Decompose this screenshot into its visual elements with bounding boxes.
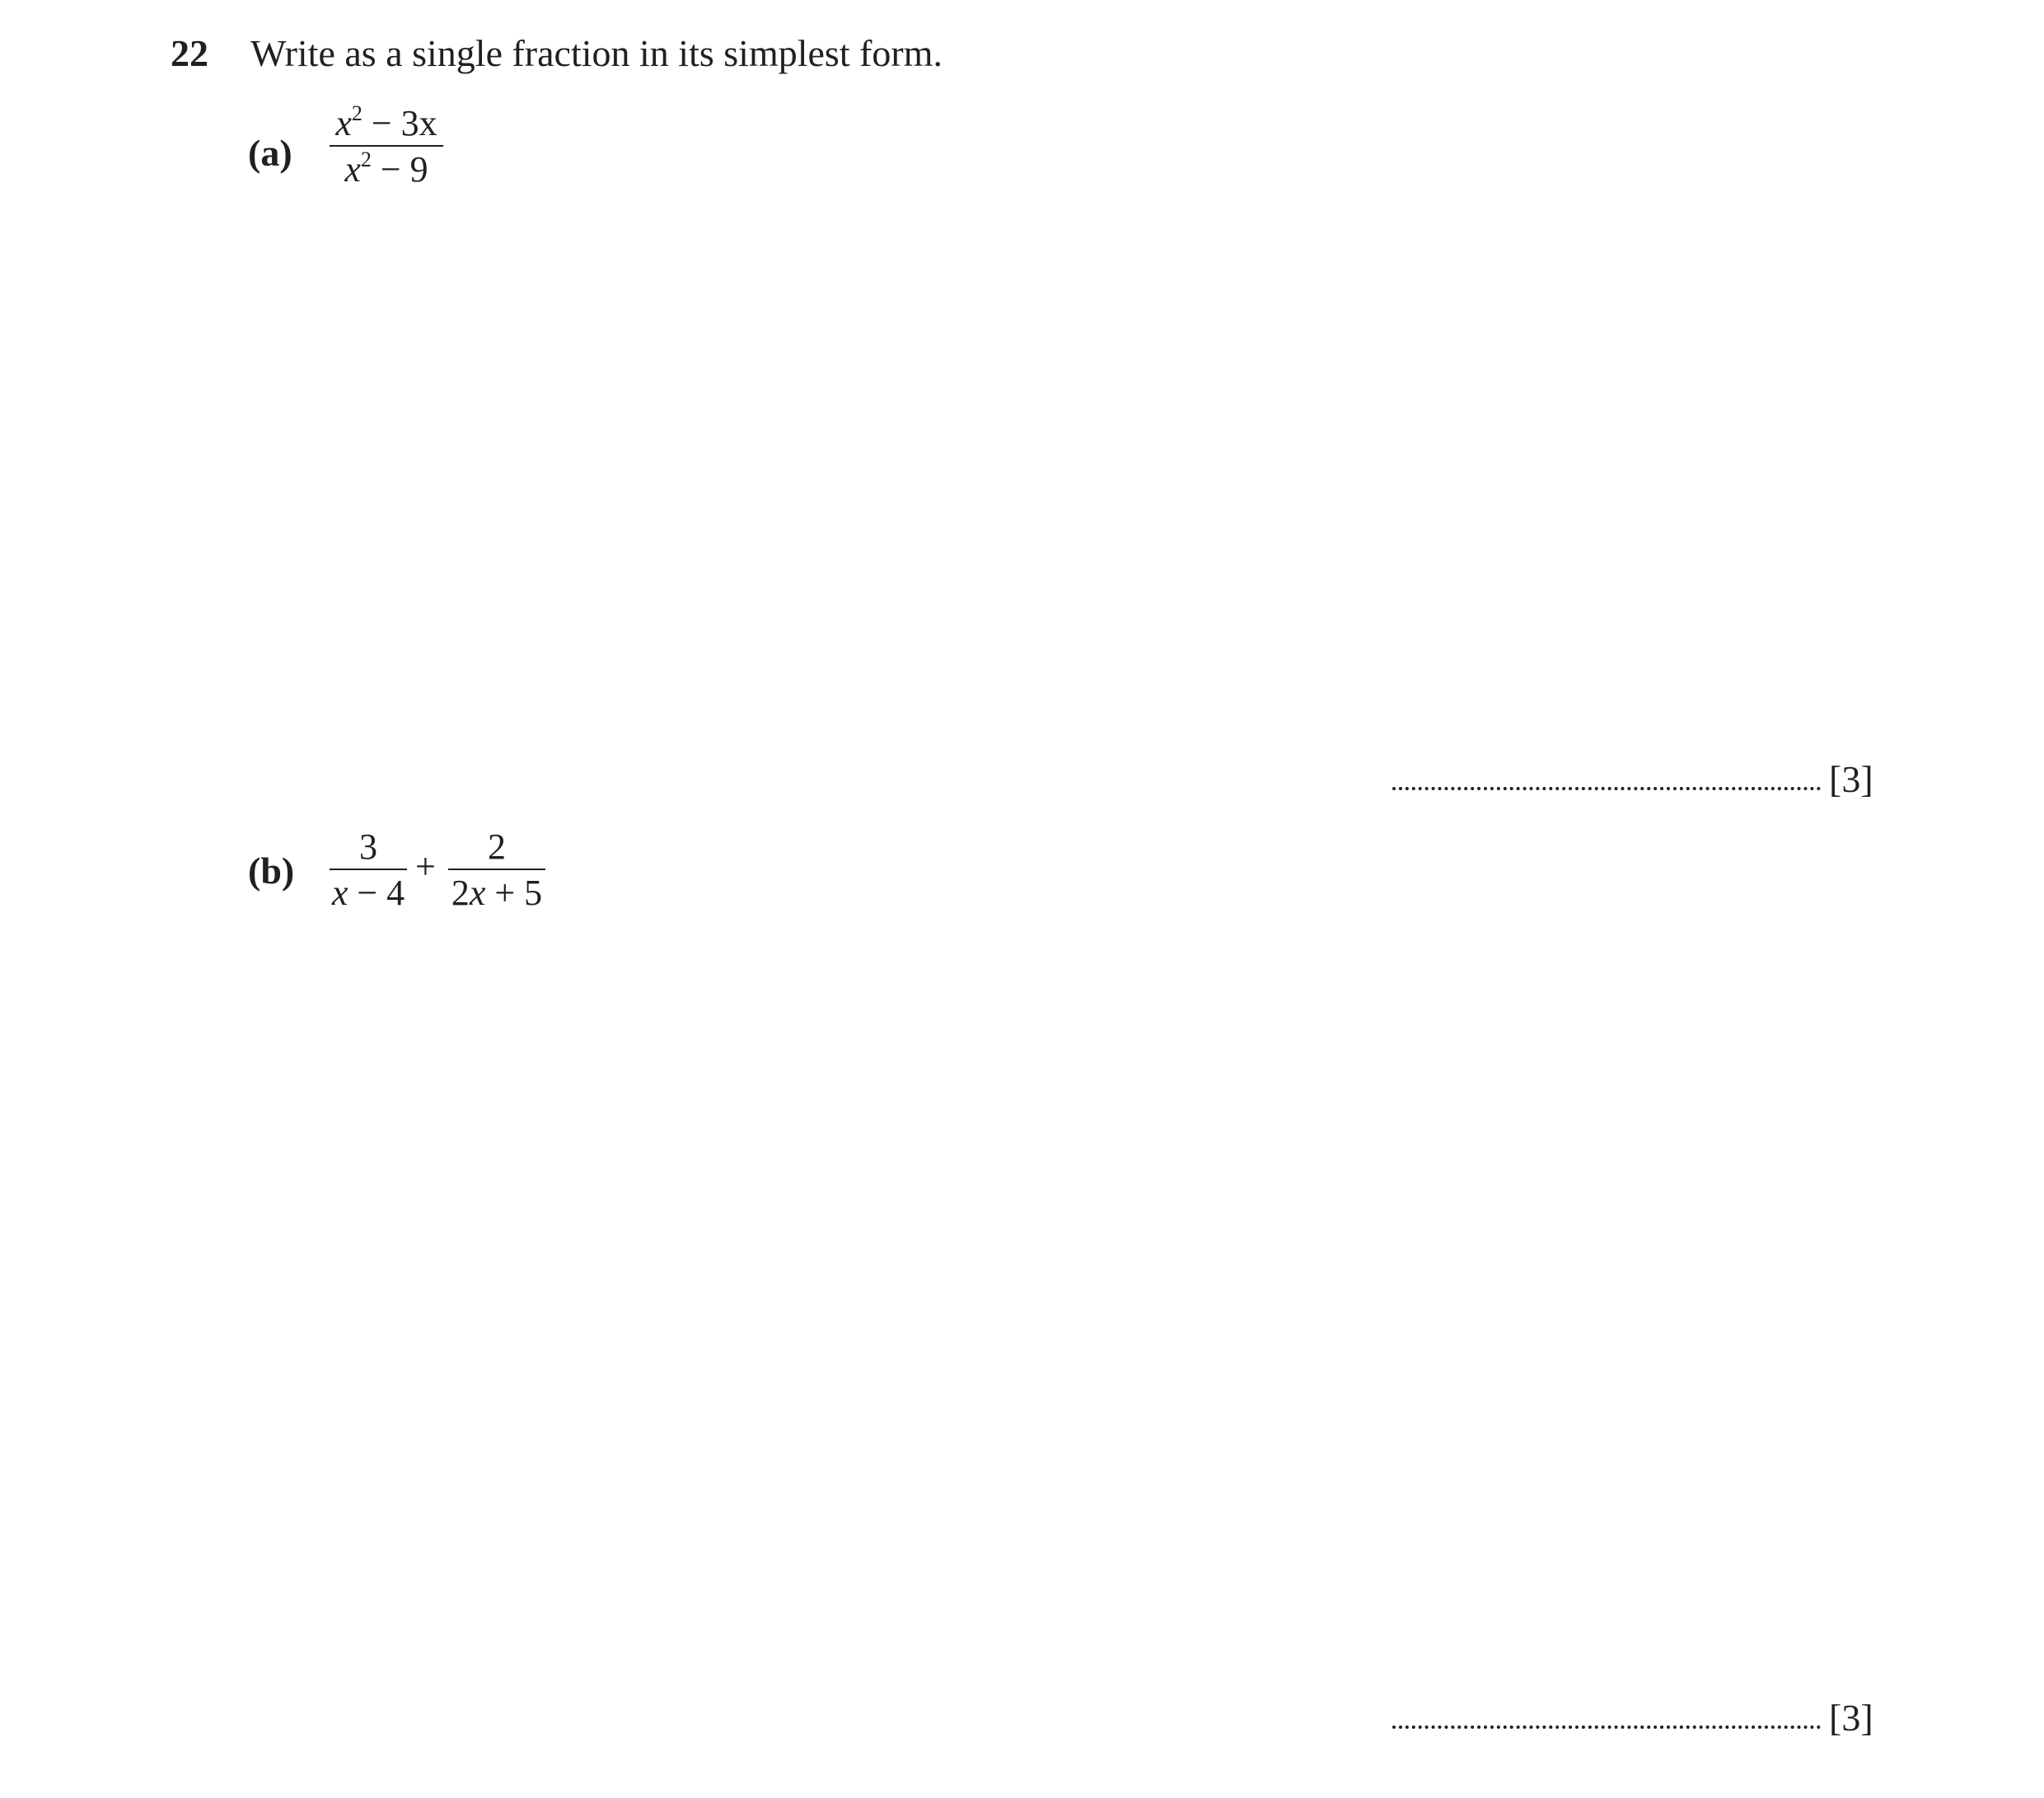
question-instruction: Write as a single fraction in its simplest form.: [250, 32, 943, 74]
part-b-marks: [3]: [1829, 1697, 1873, 1739]
part-a-numerator: $x^2 - 3x$: [335, 101, 437, 143]
part-b-fraction-2-bar: [448, 869, 545, 870]
part-a-label: (a): [248, 132, 292, 174]
part-a-fraction-bar: [330, 145, 443, 147]
question-number: 22: [171, 32, 208, 74]
part-a-marks: [3]: [1829, 758, 1873, 800]
part-b-fraction-2-numerator: 2: [488, 826, 506, 867]
part-b-label: (b): [248, 850, 295, 892]
part-a-dotted-line[interactable]: [1392, 787, 1821, 790]
part-b-fraction-1: [330, 826, 407, 913]
part-b-fraction-2-denominator: 2x + 5: [451, 873, 543, 913]
part-b-plus-sign: +: [415, 846, 436, 887]
part-a-fraction: [330, 101, 443, 190]
part-b-answer-line[interactable]: [1392, 1699, 1873, 1737]
part-b-fraction-2: [448, 826, 545, 913]
part-a-denominator: $x^2 - 9$: [344, 147, 428, 190]
part-b-fraction-1-numerator: 3: [359, 826, 377, 867]
part-a-answer-line[interactable]: [1392, 758, 1873, 800]
part-b-expression: [330, 826, 552, 920]
part-b-fraction-1-bar: [330, 869, 407, 870]
part-b-dotted-line[interactable]: [1392, 1725, 1821, 1729]
part-b-fraction-1-denominator: x − 4: [331, 873, 405, 913]
